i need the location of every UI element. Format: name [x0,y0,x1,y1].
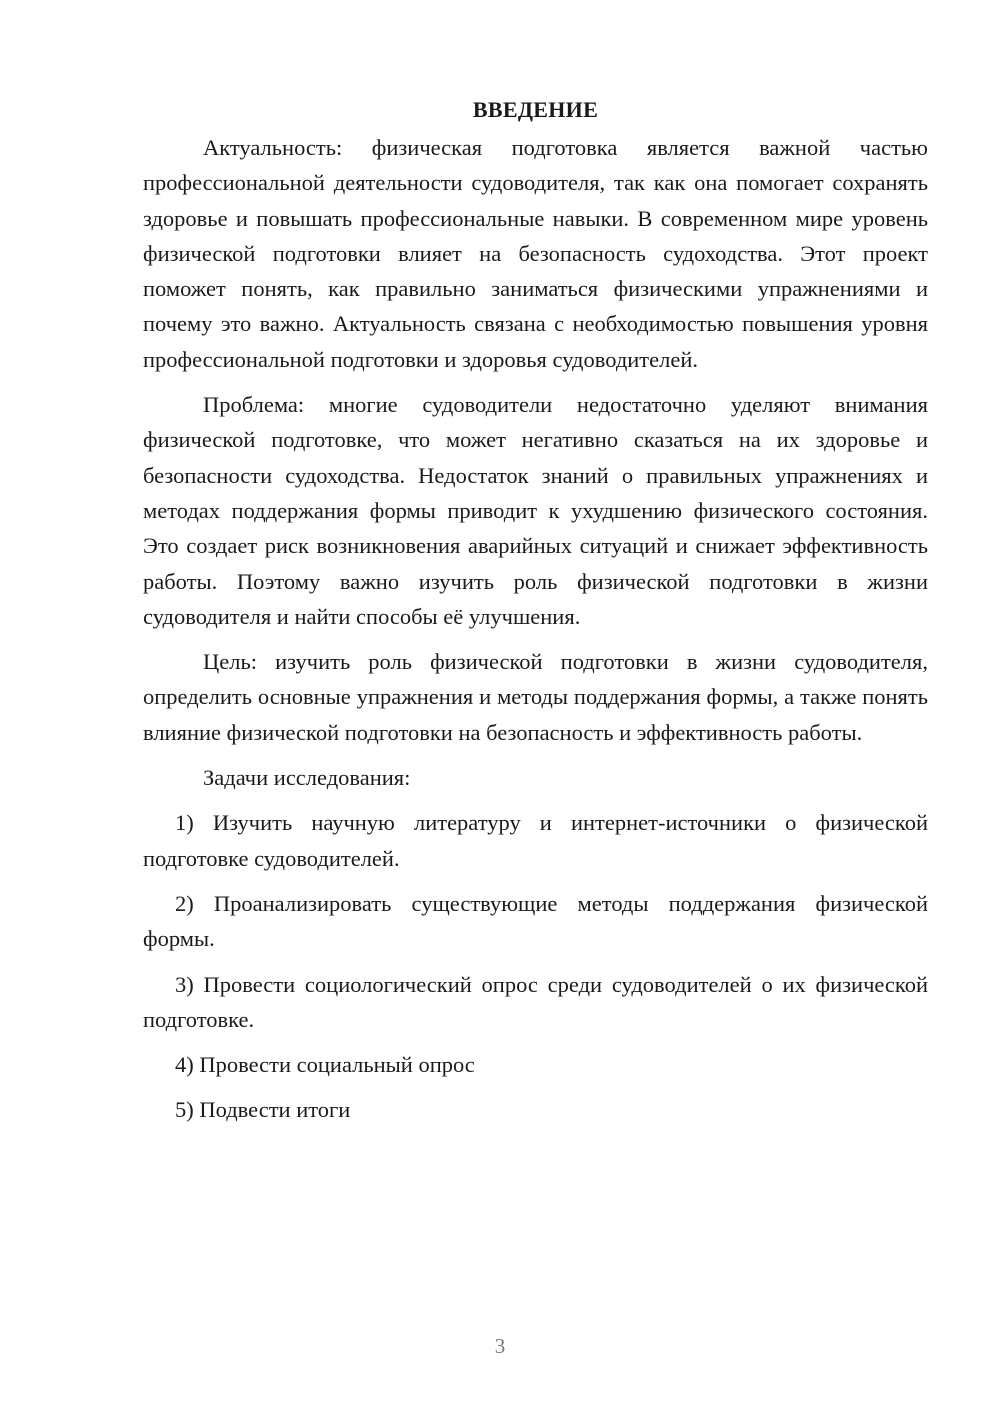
task-item-2: 2) Проанализировать существующие методы поддержания физической формы. [143,890,928,952]
task-item-1: 1) Изучить научную литературу и интернет-источники о физической подготовке судоводителей. [143,810,928,871]
paragraph-problem: Проблема: многие судоводители недостаточно уделяют внимания физической подготовке, что может негативно сказаться на их здоровье и безопасности судоходства. Недостаток знаний о правильных упражнениях и методах поддержания формы приводит к ухудшению физического состояния. Это создает риск возникновения аварийных ситуаций и снижает эффективность работы. Поэтому важно изучить роль физической подготовки в жизни судоводителя и найти способы её улучшения. [143,392,928,629]
task-item-3: 3) Провести социологический опрос среди судоводителей о их физической подготовке. [143,971,928,1032]
paragraph-goal: Цель: изучить роль физической подготовки в жизни судоводителя, определить основные упражнения и методы поддержания формы, а также понять влияние физической подготовки на безопасность и эффективность работы. [143,649,928,745]
task-item-4: 4) Провести социальный опрос [175,1052,475,1078]
task-item-5: 5) Подвести итоги [175,1097,351,1123]
paragraph-relevance: Актуальность: физическая подготовка является важной частью профессиональной деятельности судоводителя, так как она помогает сохранять здоровье и повышать профессиональные навыки. В современном мире уровень физической подготовки влияет на безопасность судоходства. Этот проект поможет понять, как правильно заниматься физическими упражнениями и почему это важно. Актуальность связана с необходимостью повышения уровня профессиональной подготовки и здоровья судоводителей. [143,135,928,372]
document-page [143,92,928,1138]
page-number: 3 [494,1334,506,1358]
tasks-title: Задачи исследования: [203,765,411,791]
document-heading: ВВЕДЕНИЕ [472,97,599,122]
